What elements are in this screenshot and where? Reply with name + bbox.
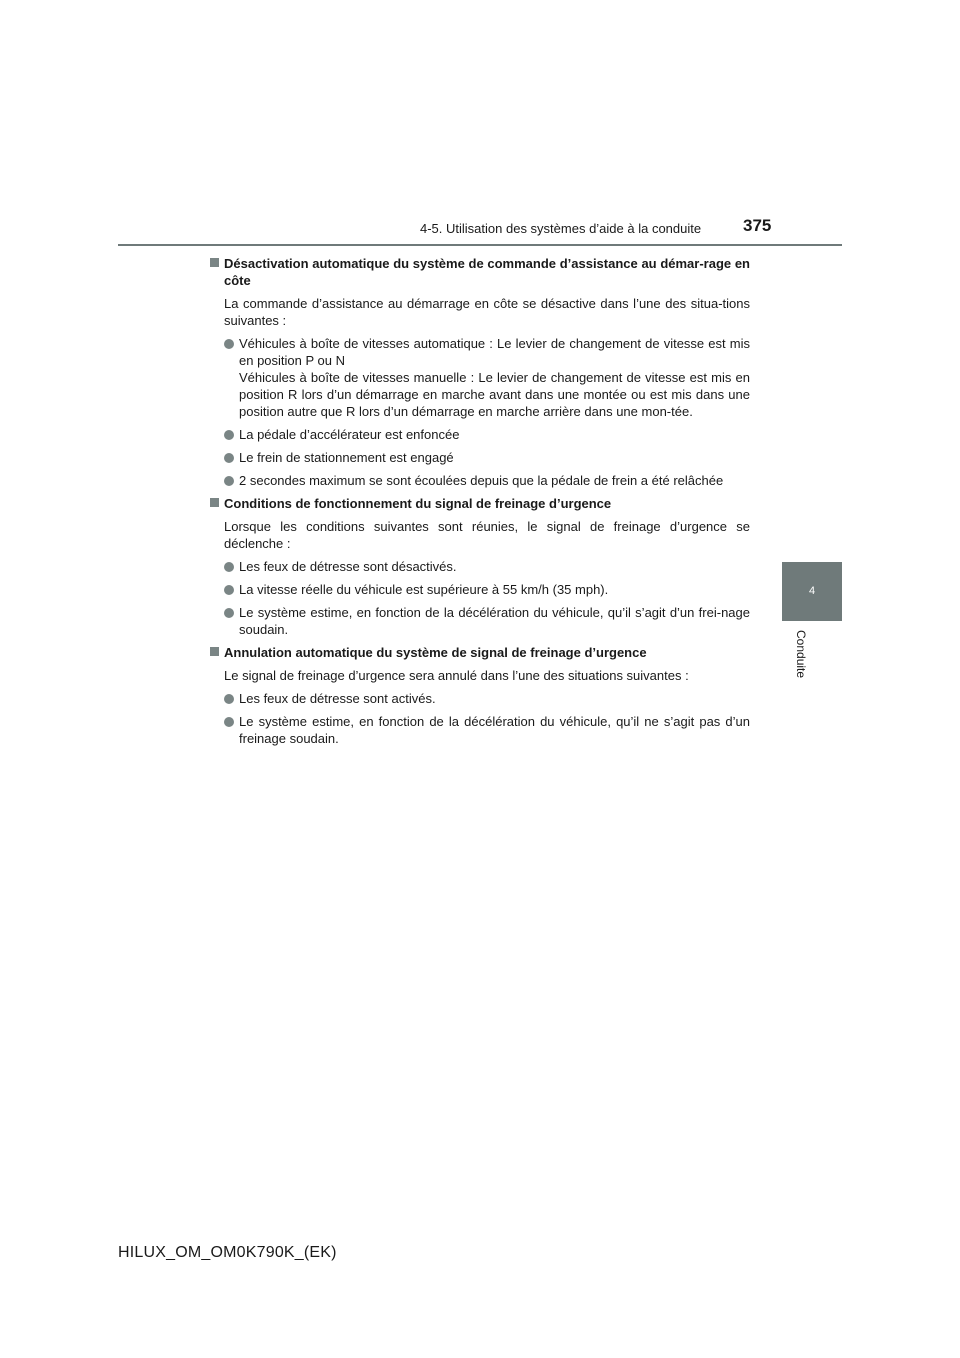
circle-bullet-icon: [224, 430, 234, 440]
list-item: Le système estime, en fonction de la décélération du véhicule, qu’il s’agit d’un frei-nage soudain.: [208, 604, 750, 638]
list-item: Les feux de détresse sont activés.: [208, 690, 750, 707]
section-hill-start-deactivation: [208, 255, 750, 489]
page-number: 375: [743, 216, 772, 235]
circle-bullet-icon: [224, 694, 234, 704]
circle-bullet-icon: [224, 562, 234, 572]
section-heading: Désactivation automatique du système de commande d’assistance au démar-rage en côte: [208, 255, 750, 289]
square-bullet-icon: [210, 258, 219, 267]
circle-bullet-icon: [224, 608, 234, 618]
list-item: Le système estime, en fonction de la décélération du véhicule, qu’il ne s’agit pas d’un freinage soudain.: [208, 713, 750, 747]
chapter-tab: 4: [782, 562, 842, 621]
page-content: [208, 255, 750, 753]
chapter-tab-label: Conduite: [794, 630, 808, 679]
section-intro: Le signal de freinage d’urgence sera annulé dans l’une des situations suivantes :: [224, 668, 689, 683]
list-item: Les feux de détresse sont désactivés.: [208, 558, 750, 575]
circle-bullet-icon: [224, 476, 234, 486]
footer-document-code: HILUX_OM_OM0K790K_(EK): [118, 1244, 337, 1261]
list-item: La vitesse réelle du véhicule est supérieure à 55 km/h (35 mph).: [208, 581, 750, 598]
section-emergency-brake-signal-cancel: [208, 644, 750, 747]
header-divider: [118, 244, 842, 246]
section-heading: Annulation automatique du système de signal de freinage d’urgence: [208, 644, 750, 661]
section-intro: La commande d’assistance au démarrage en côte se désactive dans l’une des situa-tions suivantes :: [224, 296, 750, 328]
list-item: Le frein de stationnement est engagé: [208, 449, 750, 466]
running-header: 4-5. Utilisation des systèmes d’aide à la conduite: [420, 221, 702, 236]
list-item: 2 secondes maximum se sont écoulées depuis que la pédale de frein a été relâchée: [208, 472, 750, 489]
section-intro: Lorsque les conditions suivantes sont réunies, le signal de freinage d’urgence se déclenche :: [224, 519, 750, 551]
circle-bullet-icon: [224, 585, 234, 595]
section-emergency-brake-signal-conditions: [208, 495, 750, 638]
circle-bullet-icon: [224, 339, 234, 349]
circle-bullet-icon: [224, 717, 234, 727]
square-bullet-icon: [210, 647, 219, 656]
list-item: Véhicules à boîte de vitesses automatique : Le levier de changement de vitesse est mis en position P ou N Véhicules à boîte de vitesses manuelle : Le levier de changement de vitesse est mis en position R lors d’un démarrage en marche avant dans une montée ou est mis dans une position autre que R lors d’un démarrage en marche arrière dans une mon-tée.: [208, 335, 750, 420]
square-bullet-icon: [210, 498, 219, 507]
circle-bullet-icon: [224, 453, 234, 463]
list-item: La pédale d’accélérateur est enfoncée: [208, 426, 750, 443]
section-heading: Conditions de fonctionnement du signal de freinage d’urgence: [208, 495, 750, 512]
